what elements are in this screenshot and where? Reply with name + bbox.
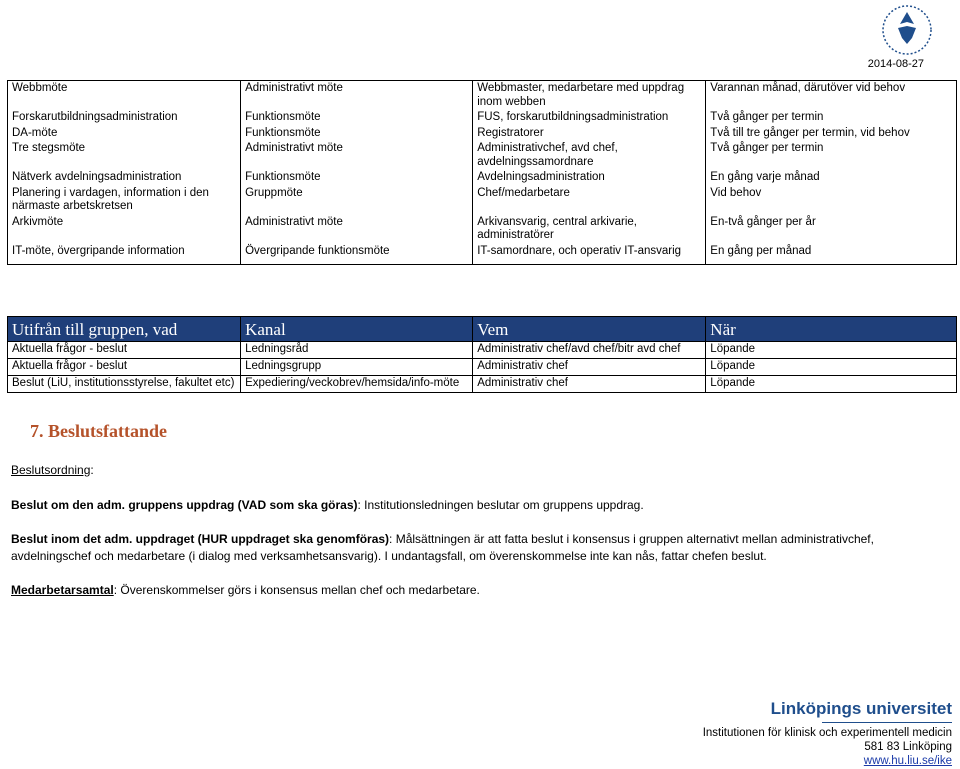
table-cell: Gruppmöte (241, 186, 473, 215)
table-cell: Administrativt möte (241, 141, 473, 170)
paragraph-label: Beslut om den adm. gruppens uppdrag (VAD som ska göras) (11, 498, 358, 512)
liu-seal-logo (876, 4, 938, 58)
header-cell: Vem (473, 317, 706, 342)
table-cell: Planering i vardagen, information i den närmaste arbetskretsen (8, 186, 241, 215)
table-row (8, 126, 957, 142)
table-cell: Administrativ chef (473, 376, 706, 393)
paragraph-text: : Institutionsledningen beslutar om gruppens uppdrag. (357, 498, 644, 512)
table-cell: Administrativchef, avd chef, avdelningssamordnare (473, 141, 706, 170)
paragraph-text: : Överenskommelser görs i konsensus mellan chef och medarbetare. (113, 583, 480, 597)
table-cell: Aktuella frågor - beslut (8, 342, 241, 359)
communication-header-row (8, 317, 957, 342)
table-cell: Två till tre gånger per termin, vid behov (706, 126, 957, 142)
document-date: 2014-08-27 (867, 58, 924, 70)
header-cell: Kanal (241, 317, 473, 342)
table-cell: DA-möte (8, 126, 241, 142)
table-row (8, 81, 957, 111)
table-cell: En-två gånger per år (706, 215, 957, 244)
table-cell: Löpande (706, 342, 957, 359)
table-cell: Administrativt möte (241, 81, 473, 111)
table-cell: Administrativ chef/avd chef/bitr avd chef (473, 342, 706, 359)
table-cell: Webbmaster, medarbetare med uppdrag inom webben (473, 81, 706, 111)
paragraph-medarbetarsamtal (11, 582, 941, 599)
table-cell: Nätverk avdelningsadministration (8, 170, 241, 186)
table-cell: Aktuella frågor - beslut (8, 359, 241, 376)
table-cell: Funktionsmöte (241, 170, 473, 186)
liu-logo-text: Linköpings universitet (770, 699, 952, 718)
table-cell: Vid behov (706, 186, 957, 215)
table-cell: Löpande (706, 376, 957, 393)
table-cell: Varannan månad, därutöver vid behov (706, 81, 957, 111)
table-cell: Administrativt möte (241, 215, 473, 244)
table-cell: Funktionsmöte (241, 126, 473, 142)
table-cell: Två gånger per termin (706, 110, 957, 126)
table-cell: Ledningsråd (241, 342, 473, 359)
table-cell: Forskarutbildningsadministration (8, 110, 241, 126)
table-cell: Expediering/veckobrev/hemsida/info-möte (241, 376, 473, 393)
beslutsordning-heading (11, 462, 941, 479)
table-cell: Chef/medarbetare (473, 186, 706, 215)
footer-link[interactable]: www.hu.liu.se/ike (863, 755, 952, 767)
table-cell: En gång varje månad (706, 170, 957, 186)
table-cell: En gång per månad (706, 244, 957, 265)
table-cell: Ledningsgrupp (241, 359, 473, 376)
table-cell: Tre stegsmöte (8, 141, 241, 170)
table-cell: Funktionsmöte (241, 110, 473, 126)
table-row (8, 359, 957, 376)
table-cell: Arkivansvarig, central arkivarie, administratörer (473, 215, 706, 244)
table-row (8, 186, 957, 215)
beslutsordning-label: Beslutsordning (11, 463, 91, 477)
paragraph-text: : Målsättningen är att fatta beslut i konsensus i gruppen alternativt mellan administrativchef, avdelningschef och medarbetare (i dialog med verksamhetsansvarig). I undantagsfall, om överenskommelse inte kan nås, fattar chefen beslut. (11, 532, 874, 563)
table-cell: Beslut (LiU, institutionsstyrelse, fakultet etc) (8, 376, 241, 393)
paragraph-label: Medarbetarsamtal (11, 583, 114, 597)
communication-table (7, 316, 957, 393)
table-cell: FUS, forskarutbildningsadministration (473, 110, 706, 126)
table-cell: Avdelningsadministration (473, 170, 706, 186)
table-row (8, 215, 957, 244)
table-cell: IT-möte, övergripande information (8, 244, 241, 265)
beslutsordning-colon: : (90, 463, 94, 477)
logo-underline (822, 722, 952, 723)
meetings-table (7, 80, 957, 265)
table-cell: Två gånger per termin (706, 141, 957, 170)
paragraph-uppdrag (11, 497, 941, 514)
table-cell: Övergripande funktionsmöte (241, 244, 473, 265)
footer-address: 581 83 Linköping (864, 741, 952, 753)
table-row (8, 376, 957, 393)
table-cell: Administrativ chef (473, 359, 706, 376)
header-cell: När (706, 317, 957, 342)
table-cell: Registratorer (473, 126, 706, 142)
table-cell: Löpande (706, 359, 957, 376)
footer-institution: Institutionen för klinisk och experimentell medicin (702, 727, 952, 739)
paragraph-label: Beslut inom det adm. uppdraget (HUR uppdraget ska genomföras) (11, 532, 390, 546)
section-title: 7. Beslutsfattande (30, 421, 168, 441)
table-row (8, 141, 957, 170)
paragraph-genomforande (11, 531, 941, 565)
table-cell: IT-samordnare, och operativ IT-ansvarig (473, 244, 706, 265)
table-cell: Arkivmöte (8, 215, 241, 244)
table-cell: Webbmöte (8, 81, 241, 111)
table-row (8, 170, 957, 186)
header-cell: Utifrån till gruppen, vad (8, 317, 241, 342)
table-row (8, 342, 957, 359)
table-row (8, 244, 957, 265)
table-row (8, 110, 957, 126)
